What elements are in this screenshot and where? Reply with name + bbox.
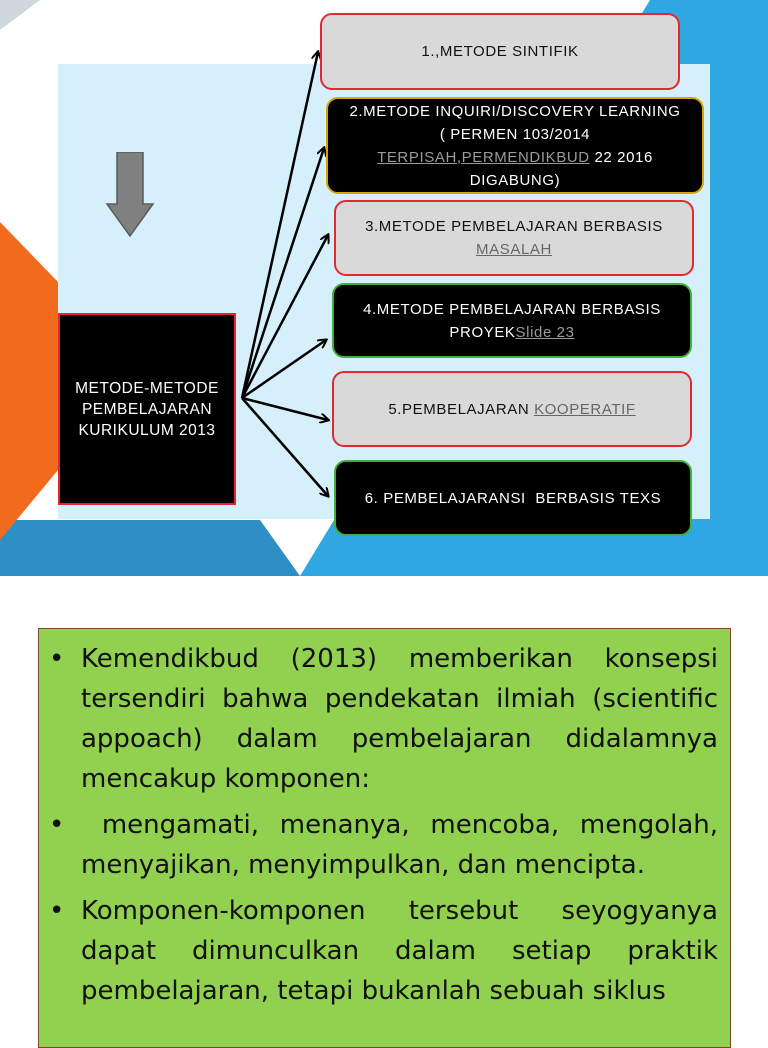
method-2-line1: 2.METODE INQUIRI/DISCOVERY LEARNING [349,102,681,120]
bullet-symbol: • [49,810,65,840]
arrow-to-method-6 [242,398,328,496]
arrow-to-method-4 [242,340,326,398]
center-topic-line3: KURIKULUM 2013 [78,421,216,439]
method-2-line2: ( PERMEN 103/2014 [439,125,591,143]
bullet-item [49,891,718,1011]
method-1-box [320,13,680,90]
method-2-line3: 22 2016 [589,148,653,166]
bullet-text-2: mengamati, menanya, mencoba, mengolah, menyajikan, menyimpulkan, dan mencipta. [81,810,727,880]
method-3-box [334,200,694,276]
bullet-text-3: Komponen-komponen tersebut seyogyanya dapat dimunculkan dalam setiap praktik pembelajaran, tetapi bukanlah sebuah siklus [81,896,718,1006]
method-1-text: 1.,METODE SINTIFIK [421,43,579,60]
arrow-to-method-3 [242,235,328,398]
arrow-to-method-2 [242,148,324,398]
method-3-line1: 3.METODE PEMBELAJARAN BERBASIS [365,218,663,235]
method-2-line4: DIGABUNG) [469,171,561,189]
method-5-prefix: 5.PEMBELAJARAN [388,400,535,418]
bullet-text-1: Kemendikbud (2013) memberikan konsepsi tersendiri bahwa pendekatan ilmiah (scientific appoach) dalam pembelajaran didalamnya mencakup komponen: [81,644,718,794]
method-4-box [332,283,692,358]
text-box [38,628,731,1048]
bullet-symbol: • [49,896,65,926]
method-6-box [334,460,692,536]
method-4-prefix: PROYEK [449,323,516,341]
method-2-box [326,97,704,194]
bullet-item [49,805,727,885]
method-4-link[interactable]: Slide 23 [515,323,575,341]
arrow-to-method-5 [242,398,328,420]
bullet-symbol: • [49,644,65,674]
method-5-box [332,371,692,447]
center-topic-line2: PEMBELAJARAN [81,400,213,418]
method-2-link[interactable]: TERPISAH,PERMENDIKBUD [377,148,590,166]
method-4-line1: 4.METODE PEMBELAJARAN BERBASIS [363,300,661,318]
method-6-text: 6. PEMBELAJARANSI BERBASIS TEXS [364,489,662,507]
method-3-link[interactable]: MASALAH [476,241,552,258]
center-topic-line1: METODE-METODE [75,379,219,397]
method-5-link[interactable]: KOOPERATIF [534,400,636,418]
bullet-item [49,639,718,799]
arrow-to-method-1 [242,52,318,398]
